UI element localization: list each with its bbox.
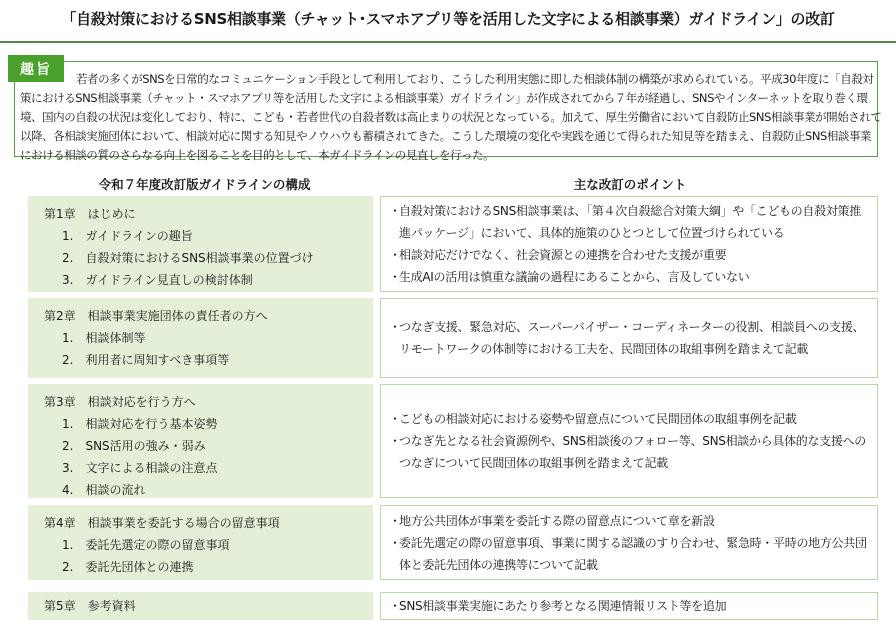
chapter-item: 4. 相談の流れ — [62, 483, 146, 497]
chapter-structure — [28, 505, 373, 580]
revision-point-text: 相談対応だけでなく、社会資源との連携を合わせた支援が重要 — [399, 248, 727, 262]
revision-point — [389, 244, 867, 266]
bullet-mark: ・ — [389, 204, 401, 218]
revision-point — [389, 430, 867, 474]
bullet-mark: ・ — [389, 513, 401, 528]
chapter-title: 第2章 相談事業実施団体の責任者の方へ — [44, 309, 268, 323]
bullet-mark: ・ — [389, 248, 401, 262]
chapter-title: 第1章 はじめに — [44, 207, 136, 221]
revision-point-text: SNS相談事業実施にあたり参考となる関連情報リスト等を追加 — [399, 599, 727, 613]
revision-points — [380, 298, 878, 378]
title-divider — [0, 41, 896, 43]
revision-point-text: 地方公共団体が事業を委託する際の留意点について章を新設 — [399, 513, 715, 528]
chapter-title: 第5章 参考資料 — [44, 599, 136, 613]
chapter-item: 2. SNS活用の強み・弱み — [62, 439, 206, 453]
chapter-item: 1. 委託先選定の際の留意事項 — [62, 538, 230, 552]
summary-tag: 趣旨 — [8, 55, 64, 82]
chapter-structure — [28, 384, 373, 498]
bullet-mark: ・ — [389, 320, 401, 334]
revision-point — [389, 532, 867, 576]
chapter-row-4 — [28, 505, 878, 580]
structure-column-header: 令和７年度改訂版ガイドラインの構成 — [98, 177, 311, 192]
bullet-mark: ・ — [389, 412, 401, 426]
revision-point-text: 自殺対策におけるSNS相談事業は、「第４次自殺総合対策大綱」や「こどもの自殺対策推進パッケージ」において、具体的施策のひとつとして位置づけられている — [399, 204, 861, 240]
chapter-title: 第4章 相談事業を委託する場合の留意事項 — [44, 516, 280, 530]
revision-point — [389, 316, 867, 360]
chapter-item: 1. 相談対応を行う基本姿勢 — [62, 417, 218, 431]
revision-points — [380, 384, 878, 498]
revision-point-text: こどもの相談対応における姿勢や留意点について民間団体の取組事例を記載 — [399, 412, 797, 426]
revision-point — [389, 266, 867, 288]
revision-points — [380, 505, 878, 580]
chapter-title: 第3章 相談対応を行う方へ — [44, 395, 196, 409]
chapter-item: 3. 文字による相談の注意点 — [62, 461, 218, 475]
revision-point-text: つなぎ支援、緊急対応、スーパーバイザー・コーディネーターの役割、相談員への支援、リモートワークの体制等における工夫を、民間団体の取組事例を踏まえて記載 — [399, 320, 865, 356]
chapter-item: 2. 利用者に周知すべき事項等 — [62, 353, 230, 367]
revision-point — [389, 408, 867, 430]
chapter-structure — [28, 298, 373, 378]
chapter-row-3 — [28, 384, 878, 498]
revision-point-text: つなぎ先となる社会資源例や、SNS相談後のフォロー等、SNS相談から具体的な支援へのつなぎについて民間団体の取組事例を踏まえて記載 — [399, 434, 866, 470]
revision-point — [389, 595, 867, 617]
chapter-item: 2. 自殺対策におけるSNS相談事業の位置づけ — [62, 251, 314, 265]
revision-points — [380, 592, 878, 620]
bullet-mark: ・ — [389, 599, 401, 613]
chapter-item: 2. 委託先団体との連携 — [62, 560, 194, 574]
revision-points — [380, 196, 878, 292]
bullet-mark: ・ — [389, 434, 401, 448]
chapter-row-2 — [28, 298, 878, 378]
bullet-mark: ・ — [389, 535, 401, 550]
chapter-item: 1. ガイドラインの趣旨 — [62, 229, 193, 243]
chapter-item: 3. ガイドライン見直しの検討体制 — [62, 273, 253, 287]
chapter-structure — [28, 196, 373, 292]
revision-point-text: 委託先選定の際の留意事項、事業に関する認識のすり合わせ、緊急時・平時の地方公共団体と委託先団体の連携等について記載 — [399, 535, 867, 572]
chapter-structure — [28, 592, 373, 620]
chapter-row-5 — [28, 592, 878, 620]
revision-point — [389, 200, 867, 244]
revision-points-column-header: 主な改訂のポイント — [573, 177, 687, 192]
page-title: 「自殺対策におけるSNS相談事業（チャット･スマホアプリ等を活用した文字による相談事業）ガイドライン」の改訂 — [61, 10, 835, 28]
summary-text: 若者の多くがSNSを日常的なコミュニケーション手段として利用しており、こうした利用実態に即した相談体制の構築が求められている。平成30年度に「自殺対策におけるSNS相談事業（チャット・スマホアプリ等を活用した文字による相談事業）ガイドライン」が作成されてから７年が経過し、SNSやインターネットを取り巻く環境、国内の自殺の状況は変化しており、特に、こども・若者世代の自殺者数は高止まりの状況となっている。加えて、厚生労働省において自殺防止SNS相談事業が開始されて以降、各相談実施団体において、相談対応に関する知見やノウハウも蓄積されてきた。こうした環境の変化や実践を通じて得られた知見等を踏まえ、自殺防止SNS相談事業における相談の質のさらなる向上を図ることを目的として、本ガイドラインの見直しを行った。 — [20, 72, 882, 162]
revision-point-text: 生成AIの活用は慎重な議論の過程にあることから、言及していない — [399, 270, 750, 284]
revision-point — [389, 510, 867, 532]
bullet-mark: ・ — [389, 270, 401, 284]
chapter-row-1 — [28, 196, 878, 292]
chapter-item: 1. 相談体制等 — [62, 331, 146, 345]
